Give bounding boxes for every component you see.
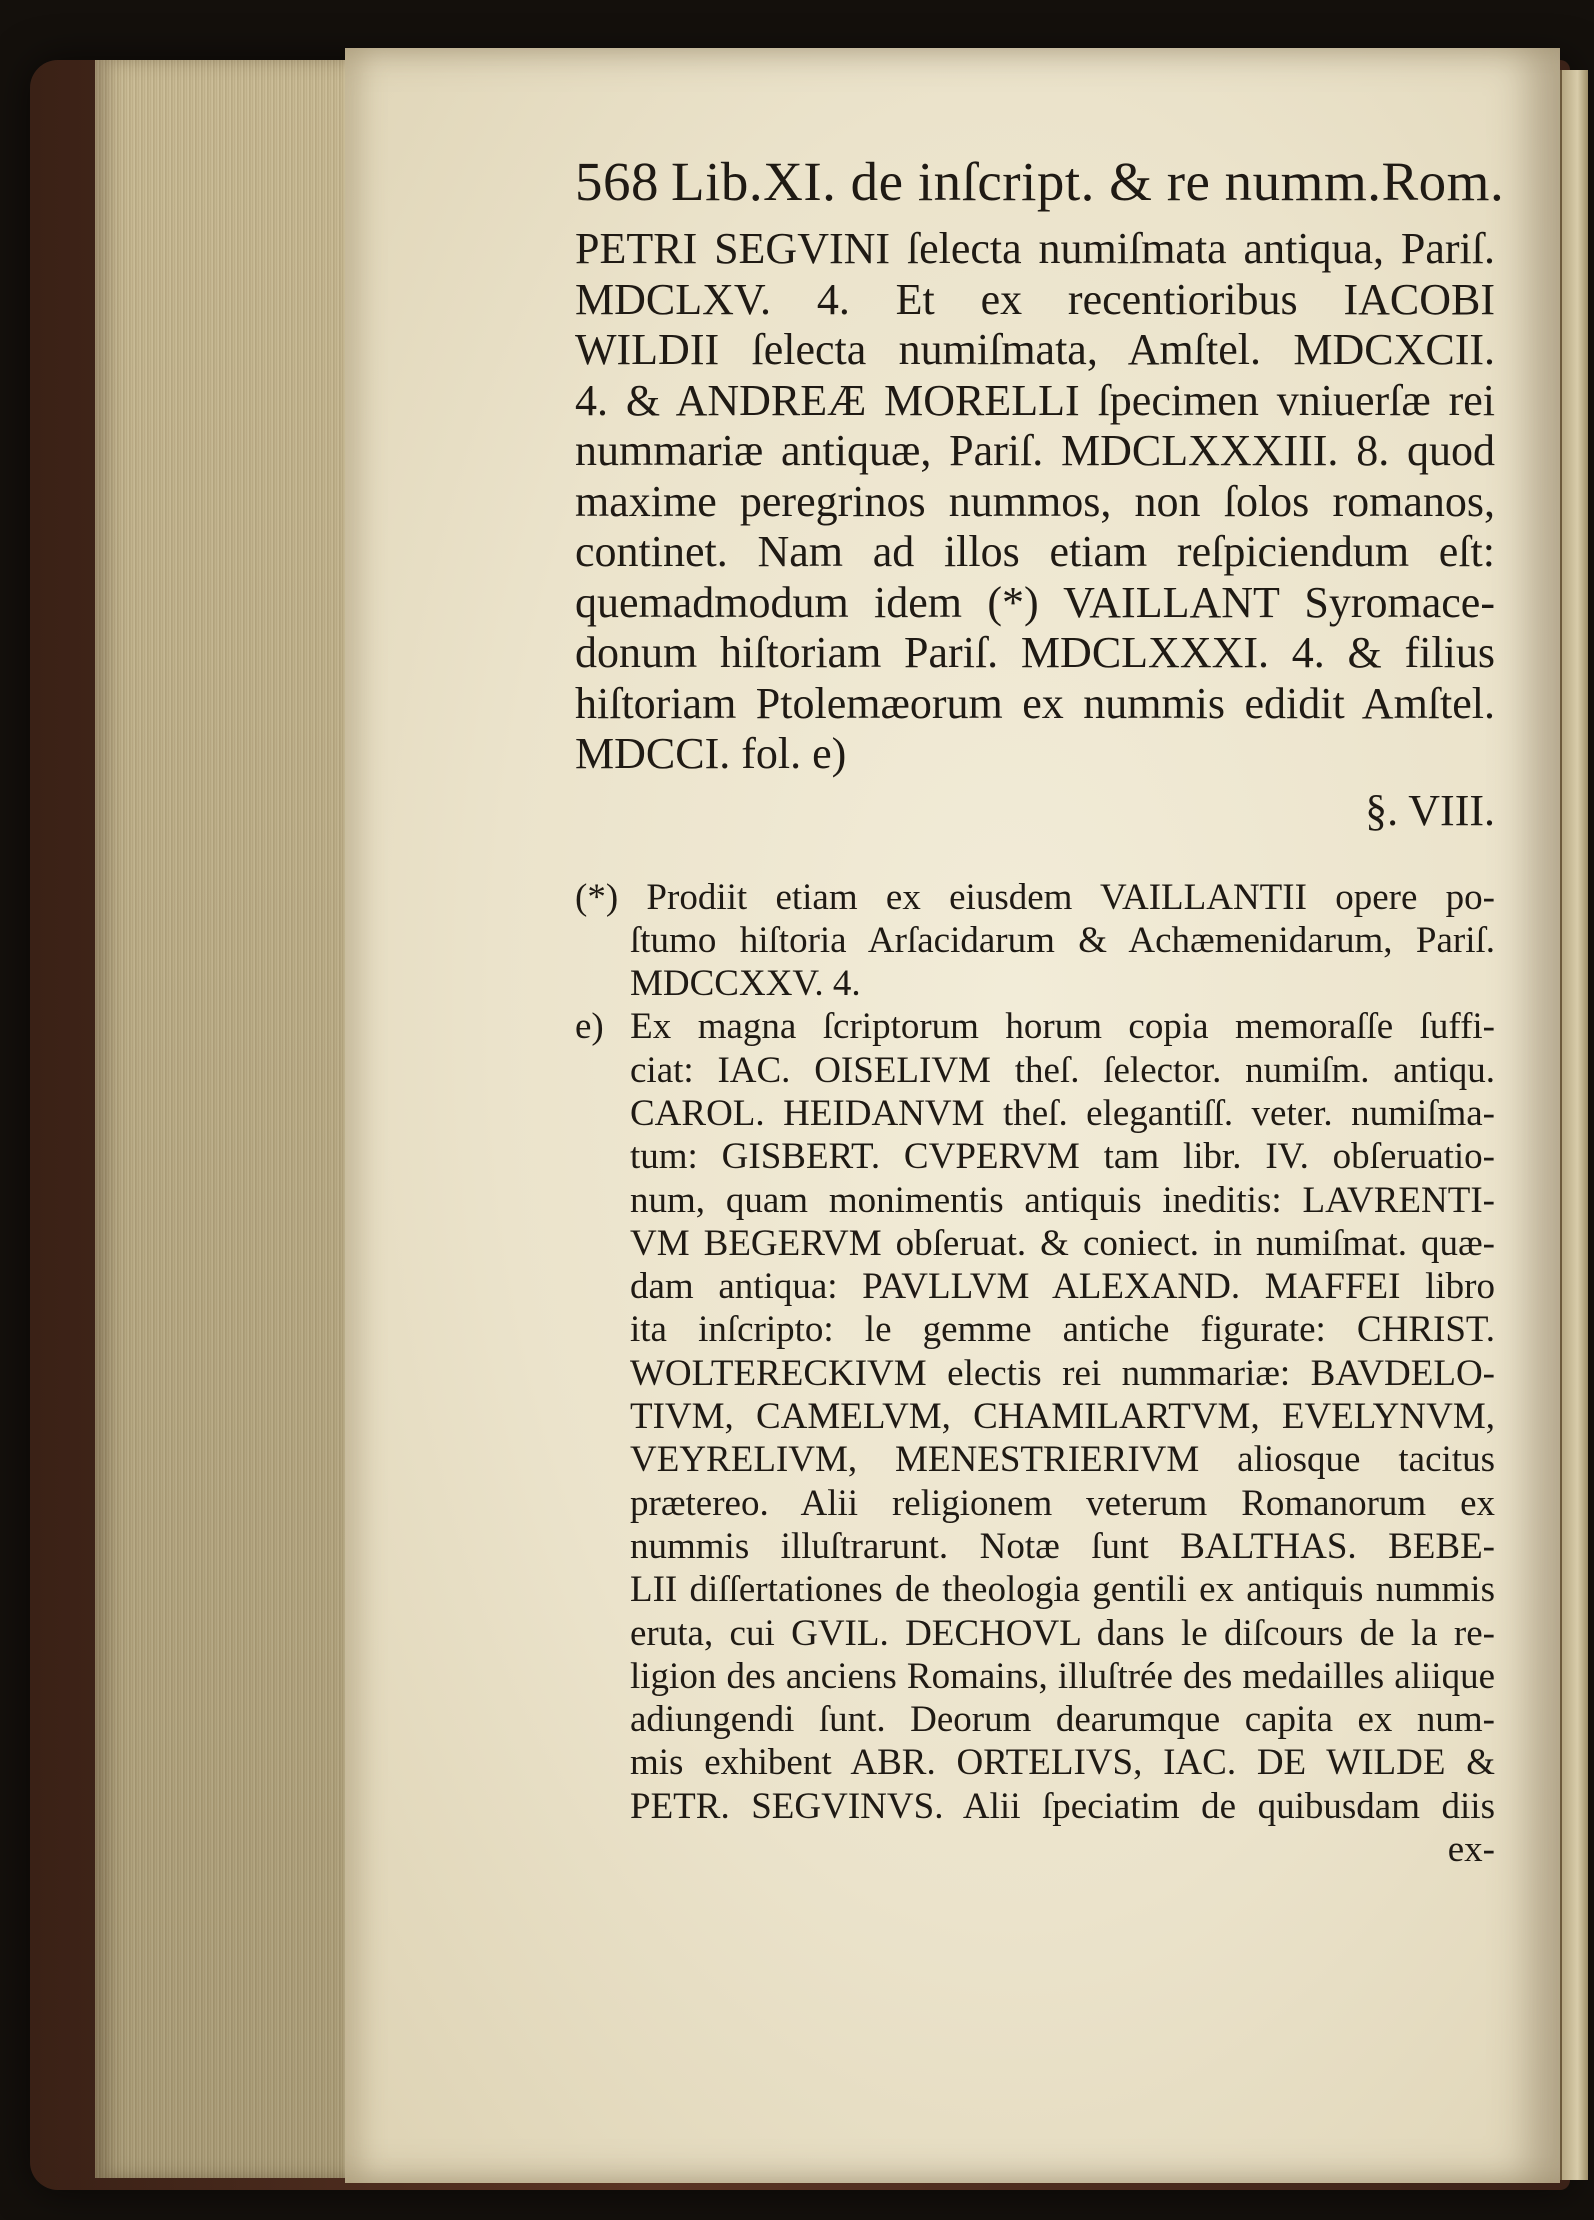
note-line: num, quam monimentis antiquis ineditis: LAVRENTI-	[630, 1179, 1495, 1221]
note-line: tum: GISBERT. CVPERVM tam libr. IV. obſeruatio-	[630, 1136, 1495, 1178]
note-line: adiungendi ſunt. Deorum dearumque capita ex num-	[630, 1699, 1495, 1741]
body-line: continet. Nam ad illos etiam reſpiciendum eſt:	[575, 527, 1495, 576]
page-edges	[95, 60, 352, 2178]
body-line: nummariæ antiquæ, Pariſ. MDCLXXXIII. 8. quod	[575, 426, 1495, 475]
body-line: PETRI SEGVINI ſelecta numiſmata antiqua, Pariſ.	[575, 224, 1495, 273]
note-line: PETR. SEGVINVS. Alii ſpeciatim de quibusdam diis	[630, 1785, 1495, 1827]
note-line: VM BEGERVM obſeruat. & coniect. in numiſmat. quæ-	[630, 1222, 1495, 1264]
facing-page-edge	[1560, 70, 1588, 2180]
body-line: quemadmodum idem (*) VAILLANT Syromace-	[575, 577, 1495, 627]
note-line: CAROL. HEIDANVM theſ. elegantiſſ. veter. numiſma-	[630, 1092, 1495, 1134]
running-head	[575, 150, 1505, 214]
body-line: hiſtoriam Ptolemæorum ex nummis edidit Amſtel.	[575, 678, 1495, 728]
footnotes	[575, 876, 1495, 1829]
note-line: prætereo. Alii religionem veterum Romanorum ex	[630, 1482, 1495, 1524]
note-line: LII diſſertationes de theologia gentili ex antiquis nummis	[630, 1569, 1495, 1611]
body-line: WILDII ſelecta numiſmata, Amſtel. MDCXCII.	[575, 325, 1495, 374]
note-line: ſtumo hiſtoria Arſacidarum & Achæmenidarum, Pariſ.	[630, 919, 1495, 961]
body-line: donum hiſtoriam Pariſ. MDCLXXXI. 4. & filius	[575, 628, 1495, 677]
page-text-block	[575, 150, 1505, 1871]
note-line: nummis illuſtrarunt. Notæ ſunt BALTHAS. BEBE-	[630, 1525, 1495, 1567]
body-line: MDCLXV. 4. Et ex recentioribus IACOBI	[575, 274, 1495, 324]
section-mark: §. VIII.	[1365, 785, 1495, 835]
note-line: e) Ex magna ſcriptorum horum copia memoraſſe ſuffi-	[575, 1006, 1495, 1048]
body-line: maxime peregrinos nummos, non ſolos romanos,	[575, 476, 1495, 526]
note-line: (*) Prodiit etiam ex eiusdem VAILLANTII opere po-	[575, 876, 1495, 918]
note-line: dam antiqua: PAVLLVM ALEXAND. MAFFEI libro	[630, 1266, 1495, 1308]
catchword: ex-	[1447, 1829, 1495, 1871]
main-paragraph	[575, 224, 1495, 780]
note-line: MDCCXXV. 4.	[630, 963, 861, 1005]
note-line: mis exhibent ABR. ORTELIVS, IAC. DE WILDE &	[630, 1742, 1495, 1784]
note-line: ita inſcripto: le gemme antiche figurate: CHRIST.	[630, 1309, 1495, 1351]
note-line: ciat: IAC. OISELIVM theſ. ſelector. numiſm. antiqu.	[630, 1049, 1495, 1091]
note-line: TIVM, CAMELVM, CHAMILARTVM, EVELYNVM,	[630, 1396, 1495, 1438]
note-line: eruta, cui GVIL. DECHOVL dans le diſcours de la re-	[630, 1612, 1495, 1654]
note-line: VEYRELIVM, MENESTRIERIVM aliosque tacitus	[630, 1439, 1495, 1481]
body-line: 4. & ANDREÆ MORELLI ſpecimen vniuerſæ rei	[575, 375, 1495, 425]
running-head-title: Lib.XI. de inſcript. & re numm.Rom.	[671, 151, 1505, 212]
page-number: 568	[575, 151, 659, 212]
note-line: WOLTERECKIVM electis rei nummariæ: BAVDELO-	[630, 1352, 1495, 1394]
body-line: MDCCI. fol. e)	[575, 729, 847, 778]
note-line: ligion des anciens Romains, illuſtrée des medailles aliique	[630, 1655, 1495, 1697]
